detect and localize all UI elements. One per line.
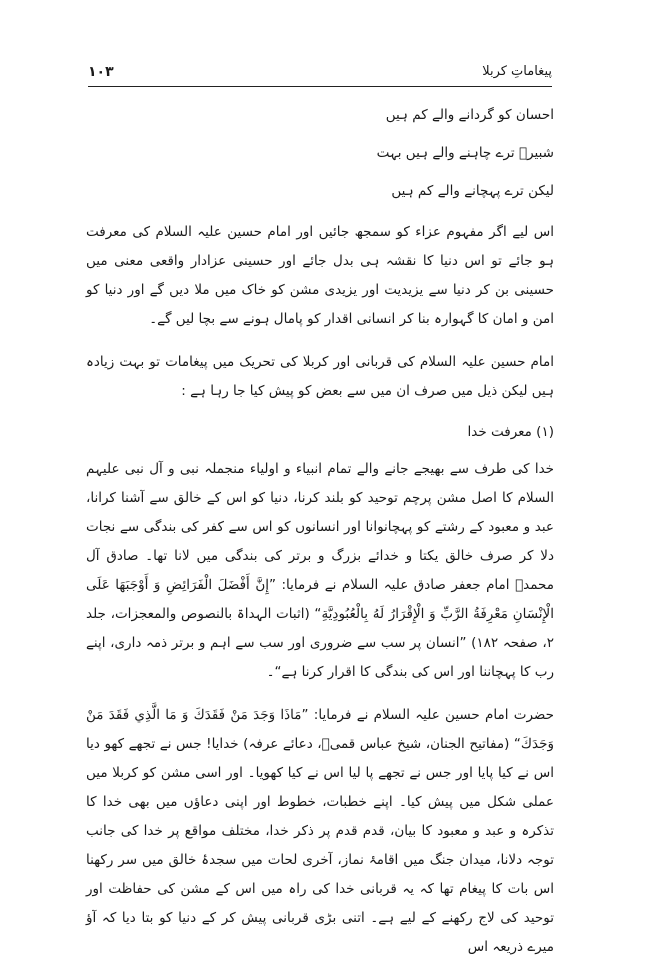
verse-line-1: احسان کو گردانے والے کم ہیں: [385, 107, 554, 123]
paragraph-4-text-b: “ (مفاتیح الجنان، شیخ عباس قمیؒ، دعائے عرفہ) خدایا! جس نے تجھے کھو دیا اس نے کیا پایا اور جس نے تجھے پا لیا اس نے کیا کھویا۔ اور اسی مشن کو کربلا میں عملی شکل میں پیش کیا۔ اپنے خطبات، خطوط اور اپنی دعاؤں میں بھی خدا کا تذکرہ و عبد و معبود کا بیان، قدم قدم پر ذکر خدا، مختلف مواقع پر خدا کی جانب توجہ دلانا، میدان جنگ میں اقامۂ نماز، آخری لحات میں سجدۂ خالق میں سر رکھنا اس بات کا پیغام تھا کہ یہ قربانی خدا کی راہ میں اس کے مشن کی حفاظت اور توحید کی لاج رکھنے کے لیے ہے۔ اتنی بڑی قربانی پیش کر کے دنیا کو بتا دیا کہ آؤ میرے ذریعہ اس: [86, 736, 554, 955]
verse-line-2: شبیرؑ ترے چاہنے والے ہیں بہت: [376, 145, 554, 161]
paragraph-4: [86, 701, 554, 962]
paragraph-3: [86, 455, 554, 687]
paragraph-4-arabic-quote: مَاذَا وَجَدَ مَنْ فَقَدَكَ وَ مَا الَّذِي فَقَدَ مَنْ وَجَدَكَ: [86, 707, 554, 752]
header-rule: [88, 86, 552, 87]
paragraph-4-text-a: حضرت امام حسین علیہ السلام نے فرمایا: ”: [301, 707, 554, 723]
paragraph-3-text-b: “ (اثبات الہداۃ بالنصوص والمعجزات، جلد ۲، صفحہ ۱۸۲) ”انسان پر سب سے ضروری اور سب سے اہم و برتر ذمہ داری، اپنے رب کا پہچاننا اور اس کی بندگی کا اقرار کرنا ہے“۔: [86, 606, 555, 680]
running-title: پیغاماتِ کربلا: [482, 64, 552, 79]
paragraph-3-arabic-quote: إِنَّ أَفْضَلَ الْفَرَائِضِ وَ أَوْجَبَهَا عَلَى الْإِنْسَانِ مَعْرِفَةُ الرَّبِّ وَ الْإِقْرَارُ لَهُ بِالْعُبُودِيَّةِ: [86, 577, 554, 622]
running-header: [88, 62, 552, 88]
page-number: ۱۰۳: [88, 64, 114, 80]
paragraph-1: اس لیے اگر مفہوم عزاء کو سمجھ جائیں اور امام حسین علیہ السلام کی معرفت ہو جائے تو اس دنیا کا نقشہ ہی بدل جائے اور حسینی عزادار واقعی معنی میں حسینی بن کر دنیا سے یزیدیت اور یزیدی مشن کو خاک میں ملا دیں گے اور دنیا کو امن و امان کا گہوارہ بنا کر انسانی اقدار کو پامال ہونے سے بچا لیں گے۔: [86, 224, 554, 327]
paragraph-3-text-a: خدا کی طرف سے بھیجے جانے والے تمام انبیاء و اولیاء منجملہ نبی و آل نبی علیہم السلام کا اصل مشن پرچم توحید کو بلند کرنا، دنیا کو اس کے خالق سے آشنا کرانا، عبد و معبود کے رشتے کو پہچانوانا اور انسانوں کو اس سے کفر کی بندگی سے نجات دلا کر صرف خالق یکتا و خدائے بزرگ و برتر کی بندگی میں لانا تھا۔ صادق آل محمدؐ امام جعفر صادق علیہ السلام نے فرمایا: ”: [86, 461, 555, 593]
paragraph-2: امام حسین علیہ السلام کی قربانی اور کربلا کی تحریک میں پیغامات تو بہت زیادہ ہیں لیکن ذیل میں صرف ان میں سے بعض کو پیش کیا جا رہا ہے :: [86, 354, 554, 399]
verse-line-3: لیکن ترے پہچانے والے کم ہیں: [391, 183, 554, 199]
page-body: [86, 96, 554, 962]
section-heading: (۱) معرفت خدا: [467, 424, 554, 440]
